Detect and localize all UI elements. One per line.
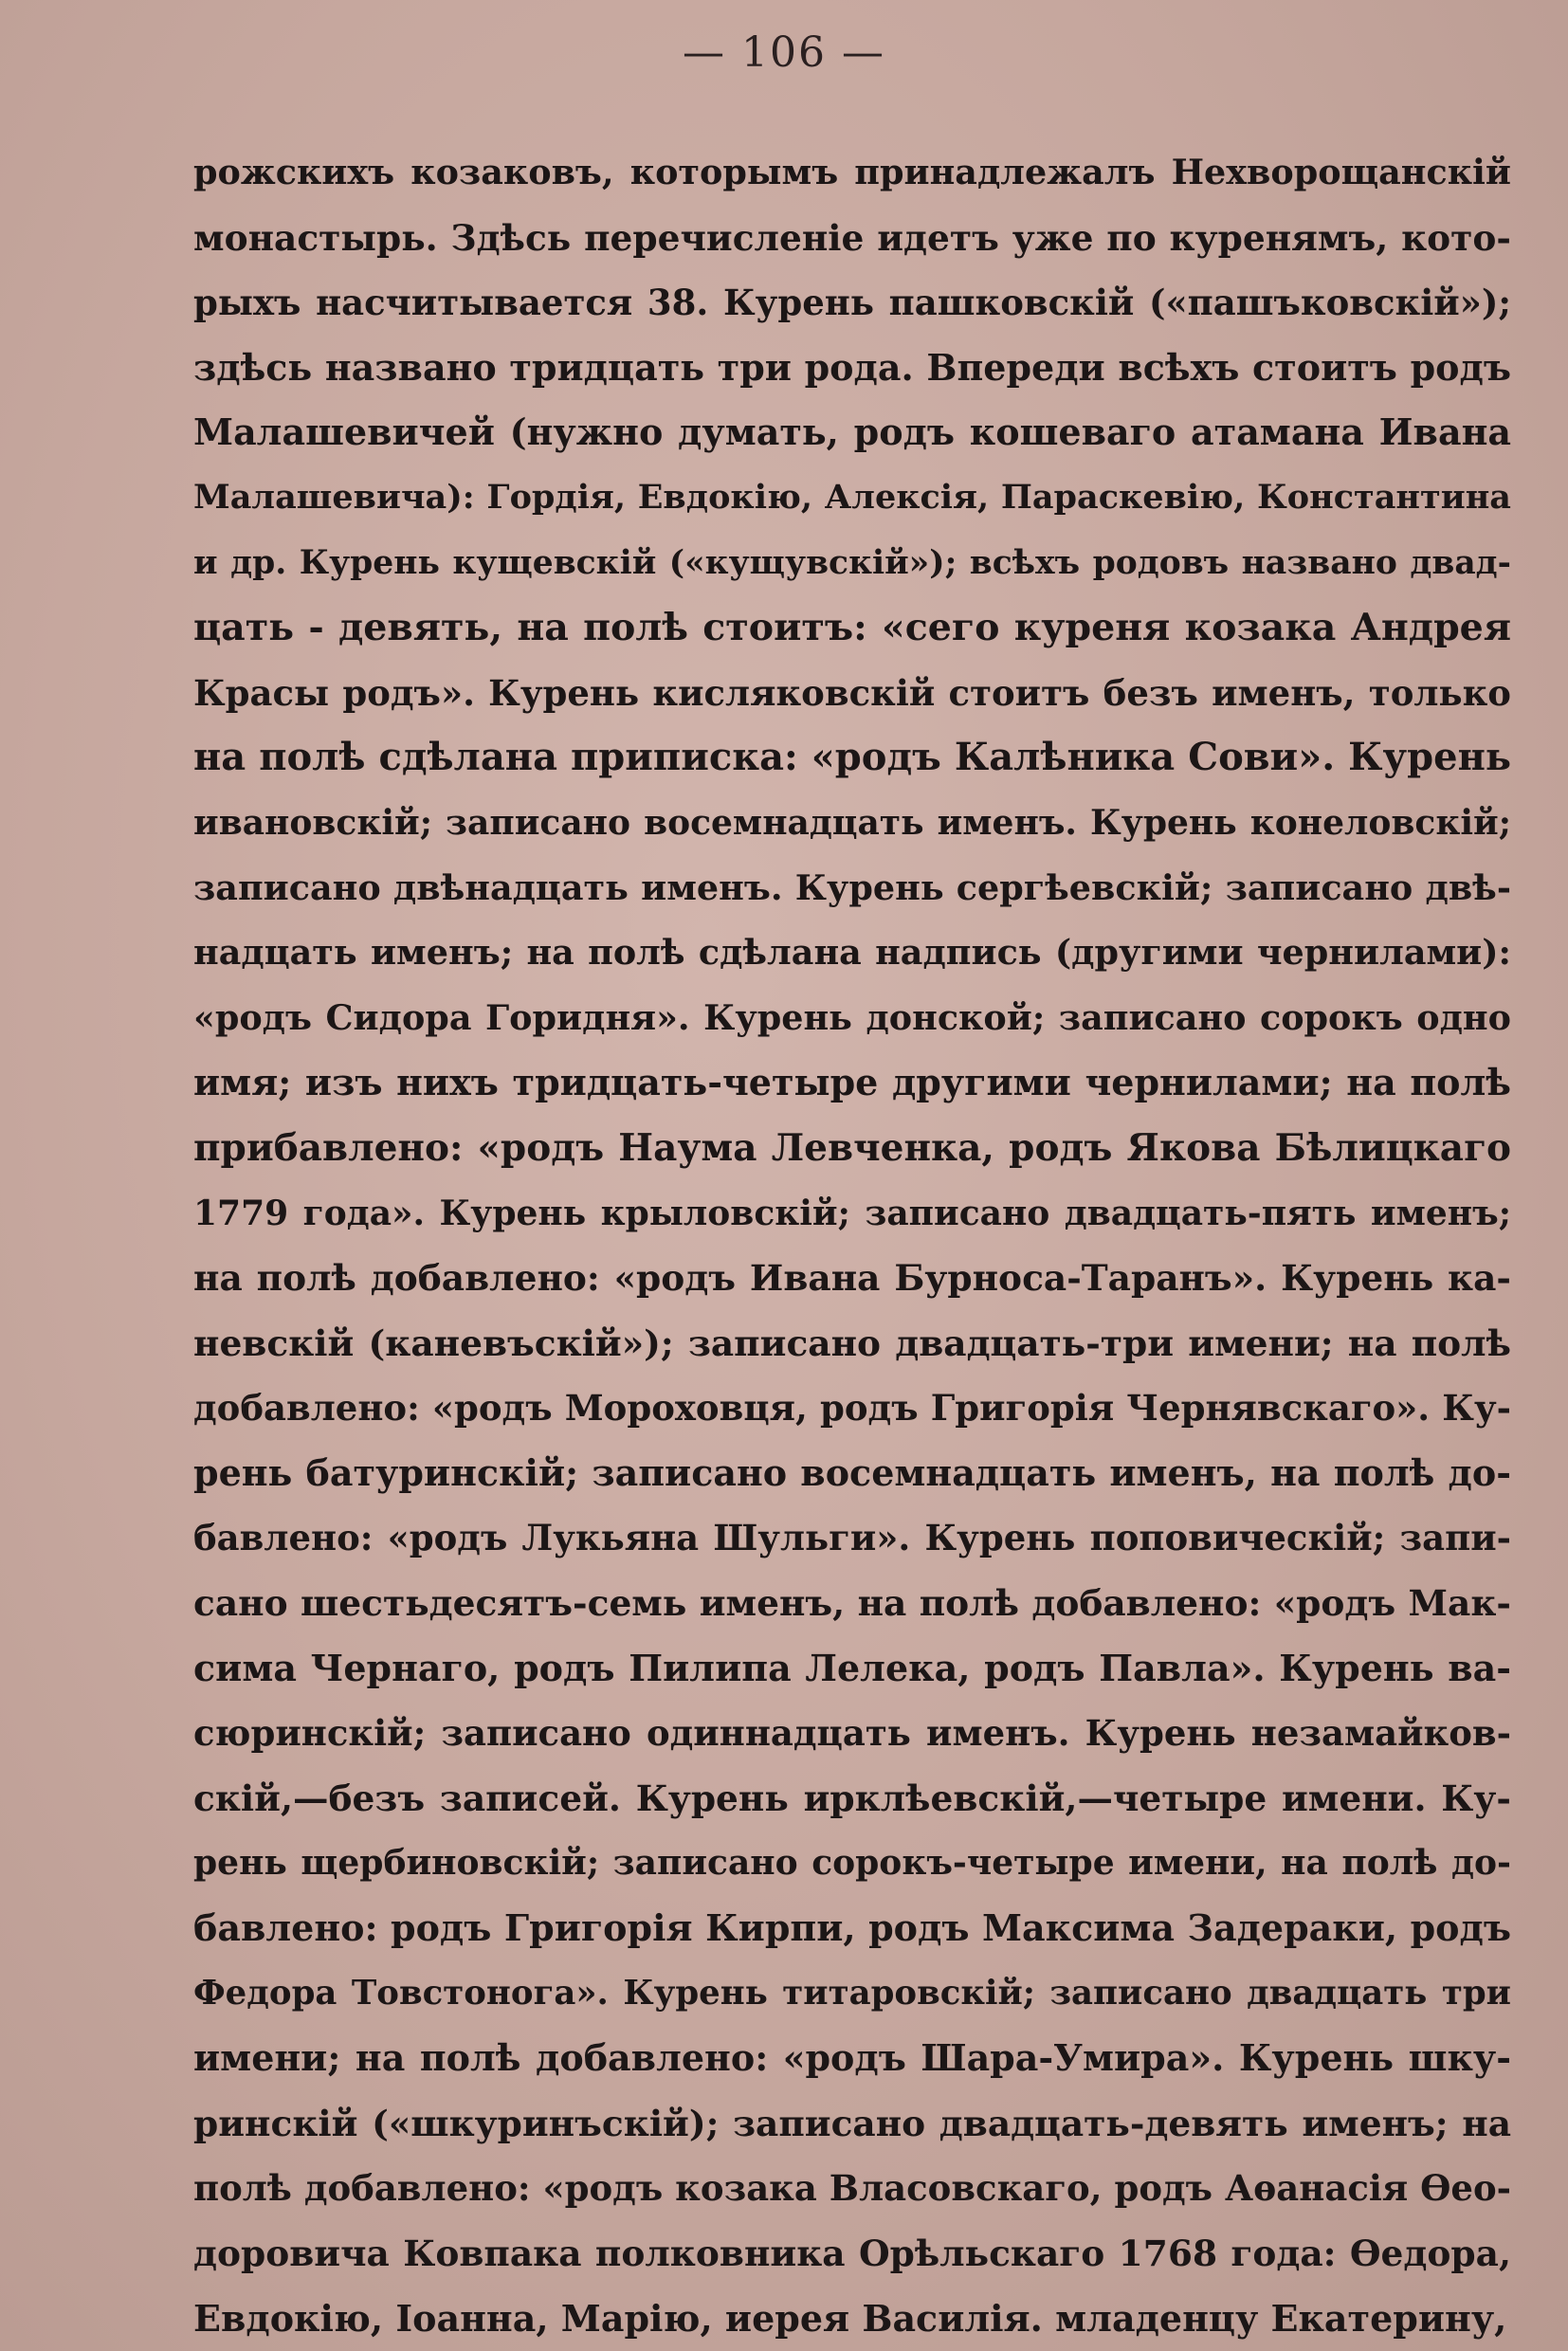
text-line: Малашевича): Гордія, Евдокію, Алексія, Параскевію, Константина xyxy=(193,477,1511,517)
text-line: невскій (каневъскій»); записано двадцать-три имени; на полѣ xyxy=(193,1321,1511,1364)
text-line: бавлено: «родъ Лукьяна Шульги». Курень поповическій; запи- xyxy=(193,1517,1511,1559)
text-line: скій,—безъ записей. Курень ирклѣевскій,—четыре имени. Ку- xyxy=(193,1777,1511,1819)
text-line: бавлено: родъ Григорія Кирпи, родъ Максима Задераки, родъ xyxy=(193,1906,1511,1950)
text-line: 1779 года». Курень крыловскій; записано двадцать-пять именъ; xyxy=(193,1193,1511,1233)
text-line: рень батуринскій; записано восемнадцать именъ, на полѣ до- xyxy=(193,1450,1511,1494)
body-text xyxy=(193,140,1511,2351)
text-line: Федора Товстонога». Курень титаровскій; записано двадцать три xyxy=(193,1973,1511,2013)
text-line: добавлено: «родъ Мороховця, родъ Григорія Чернявскаго». Ку- xyxy=(193,1387,1511,1430)
text-line: имя; изъ нихъ тридцать-четыре другими чернилами; на полѣ xyxy=(193,1061,1511,1104)
text-line: рень щербиновскій; записано сорокъ-четыре имени, на полѣ до- xyxy=(193,1843,1511,1884)
text-line: цать - девять, на полѣ стоитъ: «сего куреня козака Андрея xyxy=(193,606,1511,650)
text-line: сима Чернаго, родъ Пилипа Лелека, родъ Павла». Курень ва- xyxy=(193,1646,1511,1689)
text-line: на полѣ сдѣлана приписка: «родъ Калѣника Сови». Курень xyxy=(193,735,1511,780)
text-line: и др. Курень кущевскій («кущувскій»); всѣхъ родовъ названо двад- xyxy=(193,543,1511,582)
text-line: «родъ Сидора Горидня». Курень донской; записано сорокъ одно xyxy=(193,996,1511,1038)
text-line: Малашевичей (нужно думать, родъ кошеваго атамана Ивана xyxy=(193,410,1511,454)
text-line: рожскихъ козаковъ, которымъ принадлежалъ Нехворощанскій xyxy=(193,152,1511,192)
text-line: ринскій («шкуринъскій); записано двадцать-девять именъ; на xyxy=(193,2102,1511,2144)
text-line: доровича Ковпака полковника Орѣльскаго 1768 года: Ѳедора, xyxy=(193,2233,1511,2274)
text-line: Красы родъ». Курень кисляковскій стоитъ безъ именъ, только xyxy=(193,671,1511,714)
text-line: ивановскій; записано восемнадцать именъ. Курень конеловскій; xyxy=(193,802,1511,843)
text-line: Евдокію, Іоанна, Марію, иерея Василія. младенцу Екатерину, xyxy=(193,2296,1507,2340)
text-line: здѣсь названо тридцать три рода. Впереди всѣхъ стоитъ родъ xyxy=(193,345,1511,389)
text-line: записано двѣнадцать именъ. Курень сергѣевскій; записано двѣ- xyxy=(193,866,1511,908)
text-line: полѣ добавлено: «родъ козака Власовскаго, родъ Аѳанасія Ѳео- xyxy=(193,2167,1511,2210)
text-line: монастырь. Здѣсь перечисленіе идетъ уже по куренямъ, кото- xyxy=(193,216,1511,259)
text-line: имени; на полѣ добавлено: «родъ Шара-Умира». Курень шку- xyxy=(193,2036,1511,2080)
page-number: — 106 — xyxy=(683,28,885,77)
text-line: прибавлено: «родъ Наума Левченка, родъ Якова Бѣлицкаго xyxy=(193,1125,1511,1170)
text-line: сюринскій; записано одиннадцать именъ. Курень незамайков- xyxy=(193,1712,1511,1755)
text-line: на полѣ добавлено: «родъ Ивана Бурноса-Таранъ». Курень ка- xyxy=(193,1257,1511,1300)
text-line: сано шестьдесятъ-семь именъ, на полѣ добавлено: «родъ Мак- xyxy=(193,1582,1511,1625)
text-line: надцать именъ; на полѣ сдѣлана надпись (другими чернилами): xyxy=(193,932,1511,974)
text-line: рыхъ насчитывается 38. Курень пашковскій («пашъковскій»); xyxy=(193,282,1511,324)
